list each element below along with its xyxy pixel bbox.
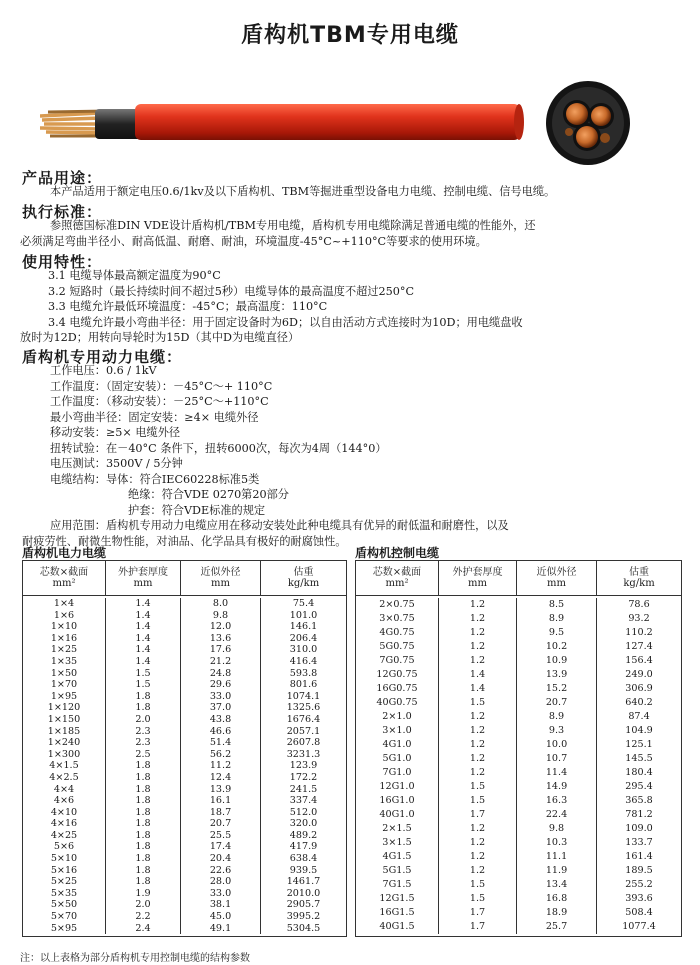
- table-cell: 1461.7: [286, 876, 321, 888]
- table-cell: 16.8: [545, 893, 568, 904]
- table-cell: 20.4: [209, 853, 232, 865]
- power-line: 耐疲劳性、耐微生物性能，对油品、化学品具有极好的耐腐蚀性。: [22, 534, 347, 548]
- table-cell: 29.6: [209, 679, 232, 691]
- table-cell: 4×4: [53, 783, 75, 795]
- table-cell: 18.7: [209, 806, 232, 818]
- table-cell: 1.8: [135, 690, 151, 702]
- table-cell: 11.9: [545, 865, 568, 876]
- table-cell: 1.4: [469, 669, 486, 680]
- table-cell: 13.9: [545, 669, 568, 680]
- table-column: [106, 598, 181, 934]
- control-cable-table: [355, 560, 682, 937]
- table-cell: 2010.0: [286, 887, 321, 899]
- table-cell: 1.2: [469, 753, 486, 764]
- power-line: 应用范围：盾构机专用动力电缆应用在移动安装处此种电缆具有优异的耐低温和耐磨性，以及: [50, 519, 509, 532]
- table-column: [23, 598, 106, 934]
- characteristics-heading: 使用特性：: [22, 253, 103, 271]
- table-cell: 8.9: [548, 613, 565, 624]
- table-cell: 18.9: [545, 907, 568, 918]
- table-cell: 161.4: [625, 851, 653, 862]
- power-line: 绝缘：符合VDE 0270第20部分: [128, 488, 289, 501]
- table-cell: 1.2: [469, 725, 486, 736]
- table-cell: 1.4: [135, 632, 151, 644]
- table-cell: 123.9: [289, 760, 318, 772]
- table-cell: 3×0.75: [379, 613, 415, 624]
- table-cell: 593.8: [289, 667, 318, 679]
- table-cell: 1.2: [469, 823, 486, 834]
- cable-cross-section-image: [545, 80, 631, 166]
- table-cell: 255.2: [625, 879, 653, 890]
- table-cell: 11.1: [545, 851, 568, 862]
- table-cell: 7G1.5: [382, 879, 412, 890]
- footnote: 注：以上表格为部分盾构机专用控制电缆的结构参数: [20, 953, 250, 964]
- table-cell: 1.8: [135, 795, 151, 807]
- table-cell: 4×2.5: [49, 771, 79, 783]
- table-cell: 14.9: [545, 781, 568, 792]
- header-cell: 芯数×截面 mm²: [356, 561, 439, 595]
- table-cell: 12G1.0: [379, 781, 415, 792]
- table-cell: 7G0.75: [379, 655, 415, 666]
- table-cell: 640.2: [625, 697, 653, 708]
- table-cell: 1325.6: [286, 702, 321, 714]
- standard-text: [20, 218, 536, 249]
- table-cell: 1074.1: [286, 690, 321, 702]
- table-cell: 3×1.5: [382, 837, 412, 848]
- table-cell: 512.0: [289, 806, 318, 818]
- table-cell: 3×1.0: [382, 725, 412, 736]
- header-cell: 近似外径 mm: [517, 561, 597, 595]
- table-cell: 16G1.5: [379, 907, 415, 918]
- table-cell: 13.9: [209, 783, 232, 795]
- table-cell: 38.1: [209, 899, 232, 911]
- table-cell: 5×70: [50, 911, 78, 923]
- table-cell: 12G0.75: [376, 669, 418, 680]
- table-cell: 37.0: [209, 702, 232, 714]
- table-cell: 4×1.5: [49, 760, 79, 772]
- power-line: 工作电压：0.6 / 1kV: [50, 364, 157, 377]
- table-cell: 1.2: [469, 599, 486, 610]
- table-cell: 189.5: [625, 865, 653, 876]
- table-cell: 393.6: [625, 893, 653, 904]
- table-cell: 93.2: [628, 613, 650, 624]
- table-cell: 9.3: [548, 725, 565, 736]
- table-cell: 10.0: [545, 739, 568, 750]
- table-cell: 1×35: [50, 655, 78, 667]
- table-cell: 40G0.75: [376, 697, 418, 708]
- table-cell: 10.2: [545, 641, 568, 652]
- table-cell: 1×70: [50, 679, 78, 691]
- table-cell: 3231.3: [286, 748, 321, 760]
- characteristics-line: 3.1 电缆导体最高额定温度为90°C: [48, 269, 221, 282]
- table-cell: 1.8: [135, 853, 151, 865]
- table-cell: 22.4: [545, 809, 568, 820]
- table-cell: 49.1: [209, 922, 232, 934]
- table-cell: 1×150: [47, 713, 81, 725]
- table-cell: 781.2: [625, 809, 653, 820]
- table-cell: 11.4: [545, 767, 568, 778]
- table-cell: 1.8: [135, 760, 151, 772]
- cable-illustration: [40, 98, 530, 140]
- control-table-title: 盾构机控制电缆: [355, 546, 440, 560]
- table-cell: 16.1: [209, 795, 232, 807]
- table-cell: 25.5: [209, 829, 232, 841]
- table-cell: 16.3: [545, 795, 568, 806]
- table-cell: 1.7: [469, 809, 486, 820]
- table-cell: 2607.8: [286, 737, 321, 749]
- table-cell: 5×35: [50, 887, 78, 899]
- usage-heading: 产品用途：: [22, 169, 103, 187]
- table-cell: 33.0: [209, 887, 232, 899]
- header-cell: 芯数×截面 mm²: [23, 561, 106, 595]
- table-cell: 133.7: [625, 837, 653, 848]
- table-cell: 2×1.5: [382, 823, 412, 834]
- table-cell: 5×95: [50, 922, 78, 934]
- table-cell: 206.4: [289, 632, 318, 644]
- table-cell: 2.0: [135, 899, 151, 911]
- table-cell: 1.2: [469, 865, 486, 876]
- table-cell: 110.2: [625, 627, 653, 638]
- table-cell: 1×6: [53, 609, 75, 621]
- table-cell: 1.5: [469, 781, 486, 792]
- table-cell: 75.4: [292, 598, 315, 609]
- characteristics-line: 3.3 电缆允许最低环境温度：-45°C；最高温度：110°C: [48, 300, 328, 313]
- table-cell: 1077.4: [622, 921, 656, 932]
- table-cell: 8.5: [548, 599, 565, 610]
- table-cell: 1676.4: [286, 713, 321, 725]
- table-cell: 1.2: [469, 767, 486, 778]
- table-cell: 4×16: [50, 818, 78, 830]
- table-header: [356, 561, 681, 596]
- table-cell: 2.2: [135, 911, 151, 923]
- table-cell: 1.2: [469, 739, 486, 750]
- table-cell: 22.6: [209, 864, 232, 876]
- table-cell: 1.5: [135, 667, 151, 679]
- table-cell: 1×50: [50, 667, 78, 679]
- table-cell: 13.4: [545, 879, 568, 890]
- table-column: [597, 598, 681, 934]
- table-cell: 365.8: [625, 795, 653, 806]
- table-cell: 25.7: [545, 921, 568, 932]
- table-cell: 17.6: [209, 644, 232, 656]
- table-cell: 4G1.0: [382, 739, 412, 750]
- table-cell: 127.4: [625, 641, 653, 652]
- table-cell: 20.7: [209, 818, 232, 830]
- table-cell: 101.0: [289, 609, 318, 621]
- power-table-title: 盾构机电力电缆: [22, 546, 107, 560]
- table-cell: 1.8: [135, 806, 151, 818]
- table-cell: 4×6: [53, 795, 75, 807]
- table-cell: 241.5: [289, 783, 318, 795]
- table-cell: 1×4: [53, 598, 75, 609]
- table-cell: 489.2: [289, 829, 318, 841]
- power-line: 护套：符合VDE标准的规定: [128, 503, 266, 517]
- table-cell: 109.0: [625, 823, 653, 834]
- table-cell: 4G0.75: [379, 627, 415, 638]
- table-cell: 1×120: [47, 702, 81, 714]
- table-cell: 2.4: [135, 922, 151, 934]
- characteristics-line: 3.2 短路时（最长持续时间不超过5秒）电缆导体的最高温度不超过250°C: [48, 284, 415, 298]
- table-cell: 1.4: [135, 609, 151, 621]
- table-column: [517, 598, 597, 934]
- table-cell: 1×25: [50, 644, 78, 656]
- table-cell: 2905.7: [286, 899, 321, 911]
- table-cell: 1.8: [135, 841, 151, 853]
- table-cell: 1×240: [47, 737, 81, 749]
- table-column: [356, 598, 439, 934]
- table-cell: 417.9: [289, 841, 318, 853]
- standard-line: 必须满足弯曲半径小、耐高低温、耐磨、耐油，环境温度-45°C~+110°C等要求的使用环境。: [20, 234, 487, 248]
- table-cell: 125.1: [625, 739, 653, 750]
- table-cell: 21.2: [209, 655, 232, 667]
- table-cell: 1.8: [135, 864, 151, 876]
- table-cell: 180.4: [625, 767, 653, 778]
- table-cell: 5×16: [50, 864, 78, 876]
- power-line: 工作温度：（移动安装）：－25°C～+110°C: [50, 395, 269, 408]
- table-cell: 801.6: [289, 679, 318, 691]
- header-cell: 外护套厚度 mm: [439, 561, 517, 595]
- table-cell: 5×25: [50, 876, 78, 888]
- power-line: 最小弯曲半径：固定安装：≥4× 电缆外径: [50, 410, 259, 424]
- table-cell: 2×1.0: [382, 711, 412, 722]
- table-cell: 43.8: [209, 713, 232, 725]
- table-cell: 1.7: [469, 921, 486, 932]
- table-cell: 51.4: [209, 737, 232, 749]
- power-line: 电压测试：3500V / 5分钟: [50, 457, 183, 470]
- header-cell: 估重 kg/km: [623, 567, 655, 589]
- table-cell: 416.4: [289, 655, 318, 667]
- table-column: [181, 598, 261, 934]
- table-cell: 40G1.0: [379, 809, 415, 820]
- table-cell: 939.5: [289, 864, 318, 876]
- table-cell: 2.3: [135, 725, 151, 737]
- table-cell: 7G1.0: [382, 767, 412, 778]
- table-cell: 10.3: [545, 837, 568, 848]
- table-cell: 1.4: [469, 683, 486, 694]
- table-cell: 310.0: [289, 644, 318, 656]
- table-cell: 1.5: [469, 879, 486, 890]
- table-cell: 638.4: [289, 853, 318, 865]
- power-cable-text: [22, 363, 509, 549]
- table-cell: 306.9: [625, 683, 653, 694]
- table-cell: 1.7: [469, 907, 486, 918]
- table-cell: 28.0: [209, 876, 232, 888]
- table-cell: 1.2: [469, 627, 486, 638]
- usage-text: [50, 184, 555, 200]
- power-line: 电缆结构：导体：符合IEC60228标准5类: [50, 472, 260, 486]
- characteristics-line: 放时为12D；用转向导轮时为15D（其中D为电缆直径）: [20, 331, 300, 344]
- table-cell: 17.4: [209, 841, 232, 853]
- table-cell: 295.4: [625, 781, 653, 792]
- table-cell: 1.8: [135, 702, 151, 714]
- table-cell: 104.9: [625, 725, 653, 736]
- table-cell: 1.8: [135, 876, 151, 888]
- table-cell: 16G0.75: [376, 683, 418, 694]
- table-cell: 10.7: [545, 753, 568, 764]
- table-cell: 4×10: [50, 806, 78, 818]
- power-cable-heading: 盾构机专用动力电缆：: [22, 348, 183, 366]
- power-cable-table: [22, 560, 347, 937]
- table-cell: 5G0.75: [379, 641, 415, 652]
- standard-heading: 执行标准：: [22, 203, 103, 221]
- table-header: [23, 561, 346, 596]
- table-cell: 24.8: [209, 667, 232, 679]
- table-cell: 1×185: [47, 725, 81, 737]
- table-cell: 1×16: [50, 632, 78, 644]
- table-cell: 1×10: [50, 621, 78, 633]
- table-column: [439, 598, 517, 934]
- table-cell: 2057.1: [286, 725, 321, 737]
- table-cell: 46.6: [209, 725, 232, 737]
- table-cell: 12.4: [209, 771, 232, 783]
- table-cell: 1×95: [50, 690, 78, 702]
- table-cell: 1.4: [135, 598, 151, 609]
- table-cell: 8.0: [212, 598, 229, 609]
- table-cell: 12G1.5: [379, 893, 415, 904]
- power-line: 工作温度：（固定安装）：－45°C～+ 110°C: [50, 379, 273, 393]
- table-cell: 1.8: [135, 818, 151, 830]
- table-cell: 1.2: [469, 641, 486, 652]
- table-cell: 15.2: [545, 683, 568, 694]
- table-cell: 1.8: [135, 829, 151, 841]
- table-cell: 5×6: [53, 841, 75, 853]
- header-cell: 外护套厚度 mm: [106, 561, 181, 595]
- table-cell: 1.5: [469, 697, 486, 708]
- characteristics-text: [20, 268, 523, 346]
- table-cell: 13.6: [209, 632, 232, 644]
- table-cell: 40G1.5: [379, 921, 415, 932]
- table-cell: 33.0: [209, 690, 232, 702]
- table-cell: 1.9: [135, 887, 151, 899]
- table-cell: 146.1: [289, 621, 318, 633]
- table-cell: 56.2: [209, 748, 232, 760]
- table-cell: 337.4: [289, 795, 318, 807]
- table-cell: 1.2: [469, 711, 486, 722]
- table-cell: 11.2: [209, 760, 232, 772]
- usage-line: 本产品适用于额定电压0.6/1kv及以下盾构机、TBM等掘进重型设备电力电缆、控制电缆、信号电缆。: [50, 185, 556, 198]
- page-title: 盾构机TBM专用电缆: [241, 23, 459, 48]
- table-cell: 1.4: [135, 644, 151, 656]
- table-cell: 9.8: [212, 609, 229, 621]
- table-cell: 16G1.0: [379, 795, 415, 806]
- table-cell: 1×300: [47, 748, 81, 760]
- table-cell: 8.9: [548, 711, 565, 722]
- table-cell: 3995.2: [286, 911, 321, 923]
- table-cell: 9.5: [548, 627, 565, 638]
- table-cell: 4G1.5: [382, 851, 412, 862]
- table-cell: 1.5: [469, 795, 486, 806]
- table-cell: 1.2: [469, 837, 486, 848]
- table-cell: 2.3: [135, 737, 151, 749]
- table-cell: 4×25: [50, 829, 78, 841]
- header-cell: 近似外径 mm: [181, 561, 261, 595]
- table-cell: 2.5: [135, 748, 151, 760]
- table-cell: 45.0: [209, 911, 232, 923]
- table-cell: 10.9: [545, 655, 568, 666]
- power-line: 移动安装：≥5× 电缆外径: [50, 426, 181, 439]
- table-cell: 2.0: [135, 713, 151, 725]
- table-cell: 5G1.5: [382, 865, 412, 876]
- characteristics-line: 3.4 电缆允许最小弯曲半径：用于固定设备时为6D；以自由活动方式连接时为10D；用电缆盘收: [48, 315, 523, 329]
- power-line: 扭转试验：在－40°C 条件下，扭转6000次，每次为4周（144°0）: [50, 441, 387, 455]
- table-cell: 1.2: [469, 851, 486, 862]
- table-cell: 1.2: [469, 613, 486, 624]
- table-cell: 5304.5: [286, 922, 321, 934]
- table-column: [261, 598, 346, 934]
- table-cell: 78.6: [628, 599, 650, 610]
- table-cell: 20.7: [545, 697, 568, 708]
- table-cell: 1.8: [135, 771, 151, 783]
- table-cell: 320.0: [289, 818, 318, 830]
- table-cell: 5×10: [50, 853, 78, 865]
- table-cell: 2×0.75: [379, 599, 415, 610]
- table-cell: 1.8: [135, 783, 151, 795]
- table-cell: 9.8: [548, 823, 565, 834]
- table-cell: 5×50: [50, 899, 78, 911]
- table-cell: 508.4: [625, 907, 653, 918]
- table-cell: 249.0: [625, 669, 653, 680]
- header-cell: 估重 kg/km: [287, 567, 320, 589]
- table-cell: 1.5: [469, 893, 486, 904]
- table-cell: 87.4: [628, 711, 650, 722]
- table-cell: 12.0: [209, 621, 232, 633]
- table-cell: 5G1.0: [382, 753, 412, 764]
- table-cell: 1.5: [135, 679, 151, 691]
- table-cell: 172.2: [289, 771, 318, 783]
- table-cell: 1.2: [469, 655, 486, 666]
- table-cell: 1.4: [135, 621, 151, 633]
- table-cell: 1.4: [135, 655, 151, 667]
- table-cell: 145.5: [625, 753, 653, 764]
- standard-line: 参照德国标准DIN VDE设计盾构机/TBM专用电缆，盾构机专用电缆除满足普通电缆的性能外，还: [50, 219, 536, 232]
- table-cell: 156.4: [625, 655, 653, 666]
